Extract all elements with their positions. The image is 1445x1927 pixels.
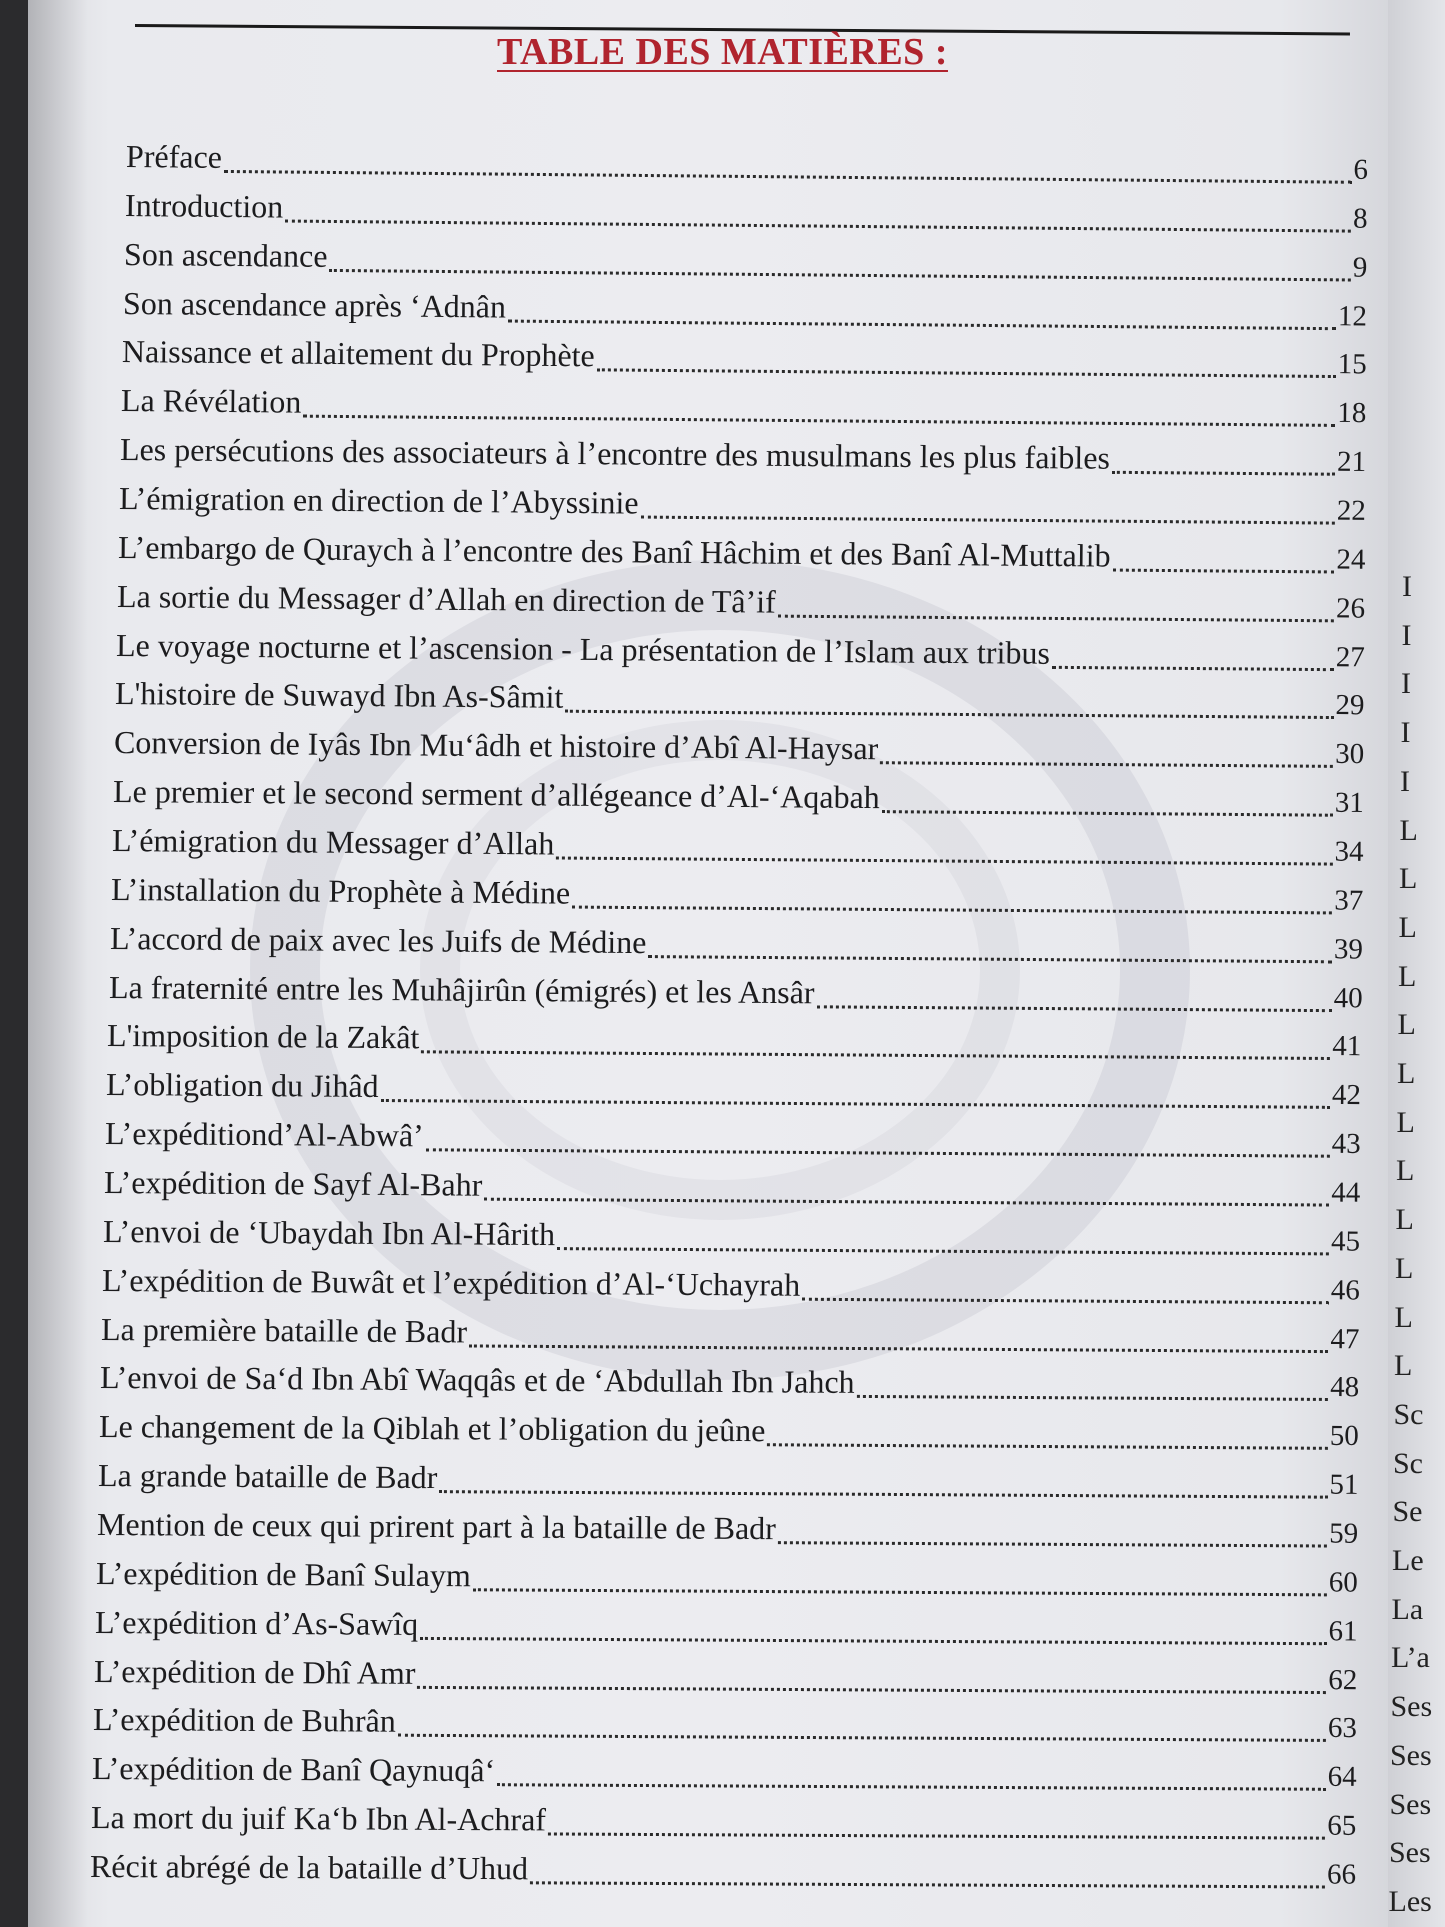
toc-entry [111, 822, 1363, 876]
facing-page-text-fragment: L [1394, 1349, 1413, 1383]
facing-page-text-fragment: Ses [1389, 1836, 1431, 1870]
dot-leader [816, 1005, 1331, 1012]
toc-entry [102, 1262, 1360, 1314]
toc-entry-title: Naissance et allaitement du Prophète [121, 333, 595, 374]
toc-entry [100, 1359, 1359, 1411]
toc-entry-title: L’expédition d’As-Sawîq [95, 1603, 419, 1642]
dot-leader [556, 856, 1332, 865]
toc-entry-title: Le premier et le second serment d’allégeance d’Al-‘Aqabah [112, 773, 880, 816]
toc-entry-page-number: 24 [1336, 543, 1366, 576]
dot-leader [398, 1734, 1326, 1742]
dot-leader [473, 1588, 1327, 1596]
toc-entry-title: Conversion de Iyâs Ibn Mu‘âdh et histoire d’Abî Al-Haysar [113, 724, 879, 767]
toc-entry-page-number: 6 [1353, 153, 1369, 186]
dot-leader [329, 269, 1350, 282]
toc-entry [114, 675, 1364, 729]
toc-entry-title: Récit abrégé de la bataille d’Uhud [89, 1848, 529, 1887]
toc-entry [105, 1115, 1361, 1168]
toc-entry-page-number: 46 [1330, 1273, 1361, 1307]
facing-page-text-fragment: I [1401, 667, 1411, 701]
facing-page-text-fragment: Ses [1390, 1690, 1433, 1724]
dot-leader [497, 1784, 1325, 1792]
dot-leader [881, 810, 1332, 817]
dot-leader [485, 1198, 1330, 1207]
facing-page-text-fragment: L [1396, 1105, 1415, 1139]
dot-leader [857, 1395, 1329, 1401]
toc-entry-title: L’expédition de Banî Qaynuqâ‘ [91, 1750, 496, 1789]
toc-entry-title: Préface [125, 138, 223, 175]
toc-entry-title: L’expédition de Buwât et l’expédition d’Al-‘Uchayrah [102, 1261, 801, 1303]
facing-page-text-fragment: Le [1392, 1544, 1424, 1578]
toc-entry-page-number: 30 [1334, 738, 1364, 771]
toc-entry-page-number: 66 [1326, 1858, 1357, 1891]
dot-leader [426, 1148, 1330, 1157]
facing-page-text-fragment: Ses [1390, 1738, 1432, 1772]
dot-leader [224, 170, 1352, 184]
toc-entry [95, 1604, 1358, 1655]
toc-entry-page-number: 43 [1331, 1127, 1362, 1161]
toc-entry [117, 578, 1365, 633]
toc-entry-page-number: 44 [1331, 1176, 1361, 1209]
facing-page-text-fragment: Sc [1393, 1446, 1423, 1480]
toc-entry-title: L’expéditiond’Al-Abwâ’ [105, 1115, 425, 1154]
toc-entry [90, 1848, 1356, 1899]
toc-entry-page-number: 21 [1336, 445, 1367, 479]
facing-page-text-fragment: L [1395, 1251, 1414, 1285]
dot-leader [777, 614, 1333, 622]
dot-leader [648, 955, 1332, 963]
toc-entry [96, 1555, 1358, 1607]
toc-entry-title: Son ascendance [123, 235, 328, 274]
toc-entry-page-number: 37 [1333, 884, 1363, 917]
toc-entry [106, 1066, 1361, 1119]
toc-entry-title: Introduction [124, 186, 284, 225]
dot-leader [381, 1099, 1330, 1109]
dot-leader [572, 905, 1332, 914]
toc-entry-title: Son ascendance après ‘Adnân [122, 284, 507, 325]
dot-leader [508, 319, 1336, 330]
toc-entry-title: L’installation du Prophète à Médine [110, 870, 570, 911]
toc-entry-page-number: 48 [1330, 1371, 1360, 1404]
facing-page-text-fragment: L [1394, 1300, 1413, 1334]
toc-entry-page-number: 65 [1327, 1809, 1357, 1842]
facing-page-text-fragment: L [1398, 959, 1417, 993]
toc-entry-page-number: 40 [1333, 981, 1363, 1014]
dot-leader [565, 710, 1333, 719]
toc-entry [91, 1799, 1357, 1850]
toc-entry-page-number: 45 [1331, 1225, 1361, 1258]
toc-entry-page-number: 59 [1329, 1517, 1359, 1550]
toc-entry-title: L’expédition de Sayf Al-Bahr [104, 1164, 483, 1203]
facing-page-text-fragment: L [1395, 1203, 1414, 1237]
dot-leader [778, 1541, 1327, 1547]
toc-entry-page-number: 8 [1352, 202, 1368, 235]
toc-entry-page-number: 31 [1334, 786, 1364, 820]
toc-entry [94, 1653, 1357, 1704]
toc-entry [123, 285, 1367, 340]
toc-entry [112, 773, 1363, 827]
toc-entry-title: La première bataille de Badr [101, 1310, 468, 1349]
toc-entry-page-number: 29 [1335, 689, 1365, 722]
toc-entry-title: L'imposition de la Zakât [107, 1017, 420, 1056]
facing-page-text-fragment: L [1399, 862, 1418, 896]
toc-entry [120, 431, 1366, 486]
toc-entry-title: L’obligation du Jihâd [106, 1066, 380, 1105]
dot-leader [596, 369, 1335, 379]
toc-entry [97, 1506, 1358, 1558]
toc-entry-title: Le changement de la Qiblah et l’obligation du jeûne [99, 1408, 766, 1449]
toc-entry-page-number: 34 [1334, 835, 1364, 868]
toc-entry-page-number: 41 [1332, 1030, 1362, 1063]
toc-entry-page-number: 50 [1329, 1420, 1360, 1453]
dot-leader [1051, 665, 1333, 670]
facing-page-text-fragment: I [1400, 716, 1411, 750]
toc-entry-title: L’expédition de Dhî Amr [94, 1652, 416, 1691]
dot-leader [420, 1637, 1326, 1645]
toc-entry [126, 138, 1368, 194]
toc-entry-title: Les persécutions des associateurs à l’encontre des musulmans les plus faibles [119, 431, 1110, 476]
toc-entry-page-number: 39 [1333, 933, 1363, 966]
facing-page-text-fragment: L’a [1391, 1641, 1430, 1675]
facing-page-text-fragment: L [1399, 813, 1418, 847]
toc-entry [113, 724, 1364, 778]
toc-entry-page-number: 62 [1328, 1663, 1358, 1696]
toc-entry-title: Le voyage nocturne et l’ascension - La présentation de l’Islam aux tribus [115, 626, 1050, 671]
toc-entry [125, 187, 1368, 243]
toc-entry [118, 529, 1366, 584]
facing-page-text-fragment: L [1397, 1057, 1416, 1091]
dot-leader [469, 1344, 1328, 1353]
toc-entry-title: La sortie du Messager d’Allah en direction de Tâ’if [116, 577, 776, 620]
toc-entry-title: L’envoi de ‘Ubaydah Ibn Al-Hârith [103, 1212, 556, 1252]
toc-entry [124, 236, 1368, 292]
dot-leader [530, 1881, 1325, 1888]
toc-entry [107, 1017, 1362, 1070]
facing-page-text-fragment: L [1397, 1008, 1416, 1042]
toc-entry-page-number: 26 [1335, 592, 1365, 625]
dot-leader [1112, 471, 1335, 476]
dot-leader [303, 415, 1335, 427]
toc-entry [110, 871, 1363, 925]
toc-entry [109, 920, 1362, 974]
toc-entry-page-number: 61 [1328, 1614, 1358, 1648]
dot-leader [768, 1444, 1328, 1451]
dot-leader [640, 516, 1334, 525]
toc-entry [104, 1164, 1361, 1217]
toc-entry [108, 969, 1362, 1022]
toc-entry-title: L’accord de paix avec les Juifs de Médine [109, 919, 647, 960]
toc-entry [98, 1457, 1359, 1509]
toc-entry-page-number: 22 [1336, 494, 1366, 527]
toc-entry-page-number: 15 [1337, 348, 1367, 381]
toc-entry-title: L’embargo de Quraych à l’encontre des Banî Hâchim et des Banî Al-Muttalib [117, 528, 1111, 574]
page-title: TABLE DES MATIÈRES : [497, 31, 948, 73]
facing-page-text-fragment: Ses [1389, 1787, 1432, 1821]
toc-entry-page-number: 27 [1335, 640, 1365, 673]
dot-leader [548, 1833, 1325, 1840]
dot-leader [422, 1051, 1331, 1061]
facing-page-text-fragment: I [1401, 618, 1412, 652]
toc-entry-page-number: 51 [1329, 1468, 1359, 1501]
facing-page-text-fragment: La [1391, 1592, 1424, 1626]
toc-entry [103, 1213, 1360, 1266]
facing-page-text-fragment: I [1402, 570, 1412, 603]
toc-entry-title: L’expédition de Buhrân [92, 1701, 396, 1740]
dot-leader [1112, 568, 1334, 573]
toc-entry [116, 627, 1365, 681]
toc-entry [92, 1750, 1357, 1801]
toc-entry [99, 1408, 1359, 1460]
toc-entry-page-number: 60 [1328, 1566, 1359, 1599]
toc-entry-title: L’envoi de Sa‘d Ibn Abî Waqqâs et de ‘Abdullah Ibn Jahch [100, 1359, 856, 1401]
dot-leader [285, 219, 1351, 232]
facing-page-text-fragment: Sc [1393, 1397, 1424, 1431]
dot-leader [802, 1297, 1329, 1304]
dot-leader [417, 1685, 1326, 1693]
toc-entry-title: L'histoire de Suwayd Ibn As-Sâmit [114, 675, 564, 716]
toc-entry-title: La fraternité entre les Muhâjirûn (émigrés) et les Ansâr [108, 968, 815, 1010]
toc-entry-title: Mention de ceux qui prirent part à la bataille de Badr [97, 1506, 777, 1547]
facing-page-text-fragment: I [1400, 764, 1410, 798]
toc-entry-title: La Révélation [120, 382, 302, 420]
toc-entry [101, 1311, 1360, 1363]
dot-leader [880, 761, 1333, 768]
toc-entry-page-number: 12 [1337, 299, 1368, 333]
toc-entry-page-number: 63 [1327, 1712, 1358, 1745]
dot-leader [440, 1490, 1328, 1499]
toc-entry-title: L’émigration en direction de l’Abyssinie [118, 480, 639, 521]
facing-page-text-fragment: L [1398, 910, 1417, 944]
toc-entry [93, 1701, 1357, 1752]
toc-entry-title: La mort du juif Ka‘b Ibn Al-Achraf [90, 1799, 547, 1838]
toc-entry-title: La grande bataille de Badr [98, 1457, 438, 1496]
toc-entry-page-number: 42 [1332, 1079, 1362, 1112]
toc-entry [119, 480, 1366, 535]
toc-entry [122, 333, 1367, 388]
facing-page-text-fragment: L [1396, 1154, 1415, 1188]
toc-entry-page-number: 47 [1330, 1322, 1360, 1355]
facing-page-text-fragment: Se [1392, 1495, 1423, 1529]
facing-page-text-fragment: Les [1388, 1885, 1432, 1918]
toc-entry-page-number: 64 [1327, 1761, 1357, 1794]
toc-entry-title: L’émigration du Messager d’Allah [111, 822, 555, 862]
toc-entry-page-number: 18 [1337, 397, 1367, 430]
dot-leader [557, 1247, 1329, 1255]
toc-entry-page-number: 9 [1352, 251, 1368, 284]
toc-entry-title: L’expédition de Banî Sulaym [96, 1554, 472, 1594]
toc-entry [121, 382, 1367, 437]
